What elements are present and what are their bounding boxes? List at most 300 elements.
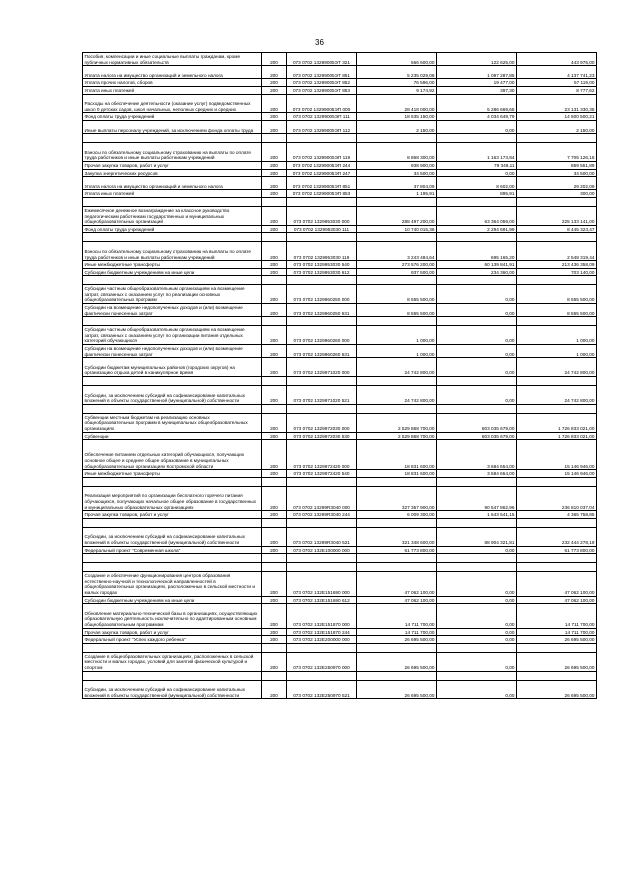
- spacer-row: [83, 563, 597, 572]
- approved-amount-cell: 18 831 600,00: [357, 470, 437, 478]
- empty-cell: [83, 197, 262, 206]
- table-row: [83, 161, 597, 169]
- expense-name-cell: Субсидии частным общеобразовательным организациям на возмещение затрат, связанных с оказанием услуг по реализации основных общеобразовательных программ: [83, 285, 262, 304]
- empty-cell: [262, 317, 287, 326]
- unexecuted-amount-cell: 225 133 141,00: [517, 206, 597, 225]
- executed-amount-cell: 695 165,20: [437, 242, 517, 261]
- line-code-cell: 200: [262, 169, 287, 177]
- table-row: [83, 604, 597, 628]
- empty-cell: [287, 377, 357, 386]
- empty-cell: [437, 477, 517, 486]
- approved-amount-cell: 566 600,00: [357, 53, 437, 66]
- expense-name-cell: Взносы по обязательному социальному страхованию на выплаты по оплате труда работников и иные выплаты работникам учреждений: [83, 242, 262, 261]
- executed-amount-cell: 0,00: [437, 120, 517, 133]
- empty-cell: [287, 671, 357, 680]
- executed-amount-cell: 0,00: [437, 652, 517, 671]
- spacer-row: [83, 317, 597, 326]
- page-number: 36: [315, 38, 324, 47]
- executed-amount-cell: 79 348,11: [437, 161, 517, 169]
- expense-name-cell: Федеральный проект "Успех каждого ребенка": [83, 636, 262, 644]
- line-code-cell: 200: [262, 358, 287, 377]
- table-row: [83, 94, 597, 113]
- expense-name-cell: Реализация мероприятий по организации бесплатного горячего питания обучающихся, получающих начальное общее образование в государственных и муниципальных образовательных организациях: [83, 486, 262, 510]
- empty-cell: [262, 233, 287, 242]
- empty-cell: [357, 134, 437, 143]
- line-code-cell: 200: [262, 143, 287, 162]
- expense-name-cell: Субсидии бюджетным учреждениям на иные цели: [83, 268, 262, 276]
- empty-cell: [287, 197, 357, 206]
- executed-amount-cell: 0,00: [437, 680, 517, 699]
- executed-amount-cell: 0,00: [437, 546, 517, 554]
- empty-cell: [437, 233, 517, 242]
- approved-amount-cell: 26 695 500,00: [357, 652, 437, 671]
- classification-code-cell: 073 0702 13299005ЭП 247: [287, 169, 357, 177]
- expense-name-cell: Федеральный проект "Современная школа": [83, 546, 262, 554]
- executed-amount-cell: 3 684 654,00: [437, 440, 517, 470]
- unexecuted-amount-cell: 14 711 700,00: [517, 628, 597, 636]
- table-row: [83, 79, 597, 87]
- approved-amount-cell: 6 009 300,00: [357, 511, 437, 519]
- expense-name-cell: Прочая закупка товаров, работ и услуг: [83, 628, 262, 636]
- unexecuted-amount-cell: 1 726 833 021,00: [517, 413, 597, 432]
- unexecuted-amount-cell: 57 119,00: [517, 79, 597, 87]
- empty-cell: [437, 197, 517, 206]
- classification-code-cell: 073 0702 13299005ЭП 853: [287, 190, 357, 198]
- table-row: [83, 470, 597, 478]
- line-code-cell: 200: [262, 652, 287, 671]
- unexecuted-amount-cell: 859 551,89: [517, 161, 597, 169]
- line-code-cell: 200: [262, 268, 287, 276]
- executed-amount-cell: 0,00: [437, 285, 517, 304]
- table-row: [83, 86, 597, 94]
- classification-code-cell: 073 0702 1329960260 000: [287, 326, 357, 345]
- line-code-cell: 200: [262, 345, 287, 358]
- expense-name-cell: Обновление материально-технической базы в организациях, осуществляющих образовательную деятельность исключительно по адаптированным основным общеобразовательным программам: [83, 604, 262, 628]
- classification-code-cell: 073 0702 1329953030 111: [287, 225, 357, 233]
- approved-amount-cell: 18 831 600,00: [357, 440, 437, 470]
- empty-cell: [517, 197, 597, 206]
- unexecuted-amount-cell: 8 777,62: [517, 86, 597, 94]
- empty-cell: [287, 477, 357, 486]
- unexecuted-amount-cell: 29 202,09: [517, 177, 597, 190]
- executed-amount-cell: 3 684 654,00: [437, 470, 517, 478]
- empty-cell: [262, 377, 287, 386]
- unexecuted-amount-cell: 232 444 278,19: [517, 527, 597, 546]
- line-code-cell: 200: [262, 326, 287, 345]
- classification-code-cell: 073 0702 13299005ЭП 119: [287, 143, 357, 162]
- line-code-cell: 200: [262, 190, 287, 198]
- empty-cell: [83, 134, 262, 143]
- table-row: [83, 636, 597, 644]
- unexecuted-amount-cell: 1 726 833 021,00: [517, 432, 597, 440]
- expense-name-cell: Расходы на обеспечение деятельности (оказание услуг) подведомственных школ 0 детских садов, школ начальных, неполных средних и средних: [83, 94, 262, 113]
- table-row: [83, 572, 597, 596]
- empty-cell: [437, 276, 517, 285]
- empty-cell: [287, 518, 357, 527]
- empty-cell: [517, 377, 597, 386]
- expense-name-cell: Пособия, компенсации и иные социальные выплаты гражданам, кроме публичных нормативных обязательств: [83, 53, 262, 66]
- table-row: [83, 345, 597, 358]
- executed-amount-cell: 0,00: [437, 572, 517, 596]
- executed-amount-cell: 0,00: [437, 596, 517, 604]
- empty-cell: [517, 477, 597, 486]
- classification-code-cell: 073 0702 1329953030 000: [287, 206, 357, 225]
- classification-code-cell: 073 0702 1329960260 631: [287, 345, 357, 358]
- classification-code-cell: 073 0702 13299005ЭП 111: [287, 113, 357, 121]
- empty-cell: [357, 404, 437, 413]
- line-code-cell: 200: [262, 225, 287, 233]
- empty-cell: [357, 197, 437, 206]
- classification-code-cell: 073 0702 1329971020 521: [287, 386, 357, 405]
- empty-cell: [83, 671, 262, 680]
- approved-amount-cell: 8 868 300,00: [357, 143, 437, 162]
- unexecuted-amount-cell: 4 137 741,23: [517, 66, 597, 79]
- empty-cell: [83, 518, 262, 527]
- approved-amount-cell: 2 150,00: [357, 120, 437, 133]
- expense-name-cell: Иные межбюджетные трансферты: [83, 261, 262, 269]
- approved-amount-cell: 8 555 500,00: [357, 304, 437, 317]
- spacer-row: [83, 377, 597, 386]
- empty-cell: [517, 554, 597, 563]
- approved-amount-cell: 24 742 800,00: [357, 358, 437, 377]
- empty-cell: [517, 276, 597, 285]
- empty-cell: [357, 554, 437, 563]
- approved-amount-cell: 273 576 200,00: [357, 261, 437, 269]
- line-code-cell: 200: [262, 79, 287, 87]
- spacer-row: [83, 554, 597, 563]
- expense-name-cell: Иные межбюджетные трансферты: [83, 470, 262, 478]
- line-code-cell: 200: [262, 527, 287, 546]
- empty-cell: [437, 554, 517, 563]
- expense-name-cell: Уплата иных платежей: [83, 190, 262, 198]
- line-code-cell: 200: [262, 86, 287, 94]
- unexecuted-amount-cell: 7 705 126,16: [517, 143, 597, 162]
- spacer-row: [83, 477, 597, 486]
- unexecuted-amount-cell: 4 365 758,85: [517, 511, 597, 519]
- table-row: [83, 190, 597, 198]
- approved-amount-cell: 61 773 800,00: [357, 546, 437, 554]
- classification-code-cell: 073 0702 13299R3040 000: [287, 486, 357, 510]
- empty-cell: [83, 404, 262, 413]
- empty-cell: [437, 134, 517, 143]
- executed-amount-cell: 4 034 649,79: [437, 113, 517, 121]
- empty-cell: [262, 134, 287, 143]
- line-code-cell: 200: [262, 94, 287, 113]
- unexecuted-amount-cell: 24 742 800,00: [517, 386, 597, 405]
- empty-cell: [287, 276, 357, 285]
- approved-amount-cell: 8 555 500,00: [357, 285, 437, 304]
- approved-amount-cell: 938 900,00: [357, 161, 437, 169]
- approved-amount-cell: 2 529 868 700,00: [357, 413, 437, 432]
- unexecuted-amount-cell: 15 146 946,00: [517, 470, 597, 478]
- approved-amount-cell: 1 000,00: [357, 345, 437, 358]
- approved-amount-cell: 34 500,00: [357, 169, 437, 177]
- unexecuted-amount-cell: 1 000,00: [517, 345, 597, 358]
- table-row: [83, 225, 597, 233]
- expense-name-cell: Уплата прочих налогов, сборов: [83, 79, 262, 87]
- empty-cell: [437, 377, 517, 386]
- empty-cell: [357, 276, 437, 285]
- line-code-cell: 200: [262, 53, 287, 66]
- table-row: [83, 66, 597, 79]
- unexecuted-amount-cell: 703 140,00: [517, 268, 597, 276]
- empty-cell: [83, 317, 262, 326]
- table-row: [83, 285, 597, 304]
- spacer-row: [83, 643, 597, 652]
- unexecuted-amount-cell: 213 436 358,09: [517, 261, 597, 269]
- empty-cell: [262, 518, 287, 527]
- table-row: [83, 680, 597, 699]
- executed-amount-cell: 0,00: [437, 304, 517, 317]
- table-row: [83, 413, 597, 432]
- approved-amount-cell: 26 695 500,00: [357, 636, 437, 644]
- approved-amount-cell: 1 000,00: [357, 326, 437, 345]
- executed-amount-cell: 1 097 287,85: [437, 66, 517, 79]
- executed-amount-cell: 2 294 691,99: [437, 225, 517, 233]
- classification-code-cell: 073 0702 132E250970 521: [287, 680, 357, 699]
- executed-amount-cell: 0,00: [437, 358, 517, 377]
- line-code-cell: 200: [262, 120, 287, 133]
- unexecuted-amount-cell: 2 548 319,44: [517, 242, 597, 261]
- line-code-cell: 200: [262, 177, 287, 190]
- expense-name-cell: Прочая закупка товаров, работ и услуг: [83, 511, 262, 519]
- approved-amount-cell: 10 740 015,36: [357, 225, 437, 233]
- table-row: [83, 628, 597, 636]
- classification-code-cell: 073 0702 1329971020 000: [287, 358, 357, 377]
- line-code-cell: 200: [262, 470, 287, 478]
- executed-amount-cell: 895,91: [437, 190, 517, 198]
- empty-cell: [357, 643, 437, 652]
- table-row: [83, 113, 597, 121]
- unexecuted-amount-cell: 26 695 500,00: [517, 680, 597, 699]
- line-code-cell: 200: [262, 511, 287, 519]
- table-row: [83, 358, 597, 377]
- empty-cell: [517, 404, 597, 413]
- empty-cell: [357, 563, 437, 572]
- expense-name-cell: Фонд оплаты труда учреждений: [83, 113, 262, 121]
- unexecuted-amount-cell: 14 500 500,21: [517, 113, 597, 121]
- executed-amount-cell: 234 360,00: [437, 268, 517, 276]
- empty-cell: [437, 563, 517, 572]
- table-row: [83, 326, 597, 345]
- table-row: [83, 143, 597, 162]
- classification-code-cell: 073 0702 1329972420 000: [287, 440, 357, 470]
- unexecuted-amount-cell: 8 555 500,00: [517, 285, 597, 304]
- unexecuted-amount-cell: 15 146 946,00: [517, 440, 597, 470]
- empty-cell: [287, 554, 357, 563]
- expense-name-cell: Создание в общеобразовательных организациях, расположенных в сельской местности и малых городах, условий для занятий физической культурой и спортом: [83, 652, 262, 671]
- approved-amount-cell: 28 418 000,00: [357, 94, 437, 113]
- line-code-cell: 200: [262, 113, 287, 121]
- empty-cell: [287, 563, 357, 572]
- empty-cell: [437, 671, 517, 680]
- classification-code-cell: 073 0702 13299R3040 521: [287, 527, 357, 546]
- empty-cell: [287, 404, 357, 413]
- expense-name-cell: Субсидии частным общеобразовательным организациям на возмещение затрат, связанных с оказанием услуг по организации питания отдельных категорий обучающихся: [83, 326, 262, 345]
- line-code-cell: 200: [262, 596, 287, 604]
- spacer-row: [83, 134, 597, 143]
- executed-amount-cell: 122 625,00: [437, 53, 517, 66]
- line-code-cell: 200: [262, 413, 287, 432]
- approved-amount-cell: 327 357 900,00: [357, 486, 437, 510]
- expense-name-cell: Субсидии, за исключением субсидий на софинансирование капитальных вложений в объекты государственной (муниципальной) собственности: [83, 680, 262, 699]
- empty-cell: [287, 643, 357, 652]
- expense-name-cell: Субсидии на возмещение недополученных доходов и (или) возмещение фактически понесенных затрат: [83, 304, 262, 317]
- spacer-row: [83, 233, 597, 242]
- classification-code-cell: 073 0702 13299005ЭТ 321: [287, 53, 357, 66]
- unexecuted-amount-cell: 47 062 100,00: [517, 596, 597, 604]
- classification-code-cell: 073 0702 132E151870 244: [287, 628, 357, 636]
- unexecuted-amount-cell: 8 555 500,00: [517, 304, 597, 317]
- expense-name-cell: Субсидии на возмещение недополученных доходов и (или) возмещение фактически понесенных затрат: [83, 345, 262, 358]
- empty-cell: [262, 477, 287, 486]
- executed-amount-cell: 803 035 679,00: [437, 432, 517, 440]
- expense-name-cell: Ежемесячное денежное вознаграждение за классное руководство педагогическим работникам государственных и муниципальных общеобразовательных организаций: [83, 206, 262, 225]
- table-row: [83, 652, 597, 671]
- table-row: [83, 546, 597, 554]
- classification-code-cell: 073 0702 1329953030 612: [287, 268, 357, 276]
- unexecuted-amount-cell: 47 062 100,00: [517, 572, 597, 596]
- executed-amount-cell: 60 139 841,91: [437, 261, 517, 269]
- empty-cell: [357, 671, 437, 680]
- line-code-cell: 200: [262, 432, 287, 440]
- classification-code-cell: 073 0702 1329960250 000: [287, 285, 357, 304]
- line-code-cell: 200: [262, 546, 287, 554]
- unexecuted-amount-cell: 24 742 800,00: [517, 358, 597, 377]
- table-body: [83, 53, 597, 699]
- expense-name-cell: Создание и обеспечение функционирования центров образования естественно-научной и технологической направленностей в общеобразовательных организациях, расположенных в сельской местности и малых городах: [83, 572, 262, 596]
- expense-name-cell: Субсидии, за исключением субсидий на софинансирование капитальных вложений в объекты государственной (муниципальной) собственности: [83, 386, 262, 405]
- approved-amount-cell: 76 596,00: [357, 79, 437, 87]
- approved-amount-cell: 14 711 700,00: [357, 628, 437, 636]
- approved-amount-cell: 14 711 700,00: [357, 604, 437, 628]
- approved-amount-cell: 321 348 600,00: [357, 527, 437, 546]
- empty-cell: [357, 377, 437, 386]
- table-row: [83, 596, 597, 604]
- empty-cell: [357, 518, 437, 527]
- empty-cell: [517, 233, 597, 242]
- unexecuted-amount-cell: 26 695 500,00: [517, 636, 597, 644]
- empty-cell: [357, 477, 437, 486]
- empty-cell: [262, 671, 287, 680]
- empty-cell: [262, 276, 287, 285]
- classification-code-cell: 073 0702 132E151690 000: [287, 572, 357, 596]
- classification-code-cell: 073 0702 132E151870 000: [287, 604, 357, 628]
- approved-amount-cell: 3 243 484,64: [357, 242, 437, 261]
- approved-amount-cell: 9 174,92: [357, 86, 437, 94]
- expense-name-cell: Субсидии бюджетам муниципальных районов (городских округов) на организацию отдыха детей в каникулярное время: [83, 358, 262, 377]
- table-row: [83, 268, 597, 276]
- unexecuted-amount-cell: 14 711 700,00: [517, 604, 597, 628]
- line-code-cell: 200: [262, 486, 287, 510]
- spacer-row: [83, 518, 597, 527]
- expense-name-cell: Уплата налога на имущество организаций и земельного налога: [83, 177, 262, 190]
- unexecuted-amount-cell: 236 810 037,04: [517, 486, 597, 510]
- table-row: [83, 486, 597, 510]
- empty-cell: [262, 643, 287, 652]
- classification-code-cell: 073 0702 132E100000 000: [287, 546, 357, 554]
- executed-amount-cell: 0,00: [437, 169, 517, 177]
- empty-cell: [262, 554, 287, 563]
- line-code-cell: 200: [262, 261, 287, 269]
- approved-amount-cell: 2 529 868 700,00: [357, 432, 437, 440]
- executed-amount-cell: 88 904 321,81: [437, 527, 517, 546]
- expense-name-cell: Фонд оплаты труда учреждений: [83, 225, 262, 233]
- expense-name-cell: Субсидии бюджетным учреждениям на иные цели: [83, 596, 262, 604]
- empty-cell: [437, 404, 517, 413]
- table-row: [83, 261, 597, 269]
- line-code-cell: 200: [262, 161, 287, 169]
- classification-code-cell: 073 0702 13299R3040 244: [287, 511, 357, 519]
- table-row: [83, 440, 597, 470]
- empty-cell: [517, 317, 597, 326]
- line-code-cell: 200: [262, 304, 287, 317]
- classification-code-cell: 073 0702 1329972420 540: [287, 470, 357, 478]
- empty-cell: [262, 197, 287, 206]
- line-code-cell: 200: [262, 572, 287, 596]
- approved-amount-cell: 18 535 150,00: [357, 113, 437, 121]
- line-code-cell: 200: [262, 680, 287, 699]
- table-row: [83, 120, 597, 133]
- expense-name-cell: Взносы по обязательному социальному страхованию на выплаты по оплате труда работников и иные выплаты работникам учреждений: [83, 143, 262, 162]
- empty-cell: [83, 377, 262, 386]
- empty-cell: [83, 477, 262, 486]
- classification-code-cell: 073 0702 1329960250 631: [287, 304, 357, 317]
- unexecuted-amount-cell: 8 445 323,47: [517, 225, 597, 233]
- spacer-row: [83, 671, 597, 680]
- line-code-cell: 200: [262, 628, 287, 636]
- line-code-cell: 200: [262, 636, 287, 644]
- line-code-cell: 200: [262, 242, 287, 261]
- table-row: [83, 169, 597, 177]
- line-code-cell: 200: [262, 386, 287, 405]
- executed-amount-cell: 8 602,00: [437, 177, 517, 190]
- expense-name-cell: Субвенции местным бюджетам на реализацию основных общеобразовательных программ в муниципальных общеобразовательных организациях: [83, 413, 262, 432]
- classification-code-cell: 073 0702 13299005ЭТ 851: [287, 66, 357, 79]
- expense-name-cell: Прочая закупка товаров, работ и услуг: [83, 161, 262, 169]
- empty-cell: [83, 643, 262, 652]
- executed-amount-cell: 397,30: [437, 86, 517, 94]
- empty-cell: [83, 233, 262, 242]
- classification-code-cell: 073 0702 13299005ЭП 244: [287, 161, 357, 169]
- empty-cell: [83, 554, 262, 563]
- classification-code-cell: 073 0702 13299005ЭП 851: [287, 177, 357, 190]
- unexecuted-amount-cell: 23 131 330,35: [517, 94, 597, 113]
- unexecuted-amount-cell: 1 000,00: [517, 326, 597, 345]
- executed-amount-cell: 5 286 669,65: [437, 94, 517, 113]
- spacer-row: [83, 276, 597, 285]
- empty-cell: [83, 563, 262, 572]
- approved-amount-cell: 24 742 800,00: [357, 386, 437, 405]
- classification-code-cell: 073 0702 132E151690 612: [287, 596, 357, 604]
- table-row: [83, 527, 597, 546]
- table-row: [83, 206, 597, 225]
- executed-amount-cell: 0,00: [437, 386, 517, 405]
- table-row: [83, 53, 597, 66]
- table-row: [83, 386, 597, 405]
- executed-amount-cell: 0,00: [437, 628, 517, 636]
- table-row: [83, 432, 597, 440]
- classification-code-cell: 073 0702 13299005ЭП 112: [287, 120, 357, 133]
- unexecuted-amount-cell: 34 500,00: [517, 169, 597, 177]
- empty-cell: [437, 317, 517, 326]
- approved-amount-cell: 47 062 100,00: [357, 596, 437, 604]
- table-row: [83, 242, 597, 261]
- executed-amount-cell: 19 477,00: [437, 79, 517, 87]
- approved-amount-cell: 288 497 200,00: [357, 206, 437, 225]
- executed-amount-cell: 1 163 173,84: [437, 143, 517, 162]
- approved-amount-cell: 937 500,00: [357, 268, 437, 276]
